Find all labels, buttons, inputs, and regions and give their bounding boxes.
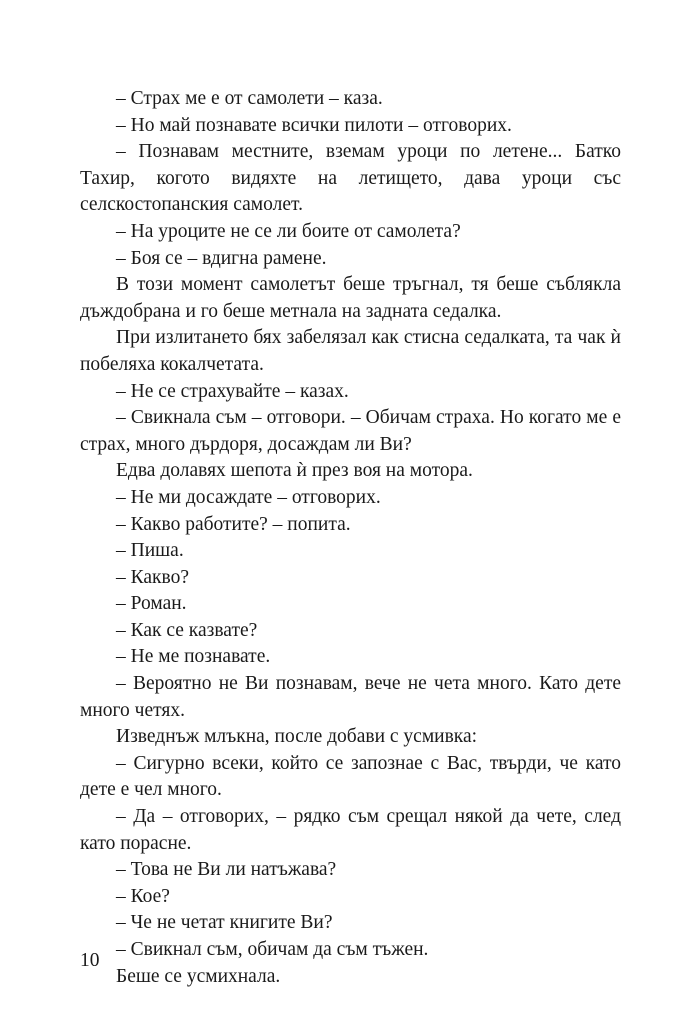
paragraph: Беше се усмихнала. — [116, 965, 281, 987]
paragraph: – На уроците не се ли боите от самолета? — [116, 220, 461, 242]
paragraph: – Не ми досаждате – отговорих. — [116, 486, 381, 508]
paragraph: – Роман. — [116, 593, 187, 615]
paragraph: – Свикнал съм, обичам да съм тъжен. — [116, 939, 429, 960]
paragraph: – Да – отговорих, – рядко съм срещал някой да чете, след като порасне. — [80, 806, 621, 854]
paragraph: – Свикнала съм – отговори. – Обичам страха. Но когато ме е страх, много дърдоря, досаждам ли Ви? — [80, 407, 621, 455]
paragraph: – Кое? — [116, 885, 170, 907]
page-number: 10 — [80, 950, 100, 971]
paragraph: – Не се страхувайте – казах. — [116, 380, 349, 402]
paragraph: – Познавам местните, вземам уроци по летене... Батко Тахир, когото видяхте на летището, дава уроци със селскостопанския самолет. — [80, 141, 621, 216]
body-text — [80, 86, 621, 990]
paragraph: – Боя се – вдигна рамене. — [116, 247, 327, 269]
paragraph: – Не ме познавате. — [116, 646, 271, 668]
paragraph: – Какво работите? – попита. — [116, 513, 351, 535]
paragraph: Едва долавях шепота ѝ през воя на мотора. — [116, 460, 473, 482]
paragraph: – Как се казвате? — [116, 619, 258, 641]
paragraph: – Пиша. — [116, 540, 184, 562]
paragraph: – Вероятно не Ви познавам, вече не чета много. Като дете много четях. — [80, 673, 621, 721]
paragraph: В този момент самолетът беше тръгнал, тя беше съблякла дъждобрана и го беше метнала на задната седалка. — [80, 274, 621, 322]
paragraph: – Това не Ви ли натъжава? — [116, 859, 337, 881]
paragraph: – Сигурно всеки, който се запознае с Вас, твърди, че като дете е чел много. — [80, 752, 621, 801]
paragraph: Изведнъж млъкна, после добави с усмивка: — [116, 726, 478, 748]
paragraph: – Какво? — [116, 566, 189, 588]
paragraph: – Но май познавате всички пилоти – отговорих. — [116, 114, 512, 136]
paragraph: – Страх ме е от самолети – каза. — [116, 88, 383, 109]
paragraph: – Че не четат книгите Ви? — [116, 912, 333, 934]
paragraph: При излитането бях забелязал как стисна седалката, та чак ѝ побеляха кокалчетата. — [80, 327, 621, 375]
